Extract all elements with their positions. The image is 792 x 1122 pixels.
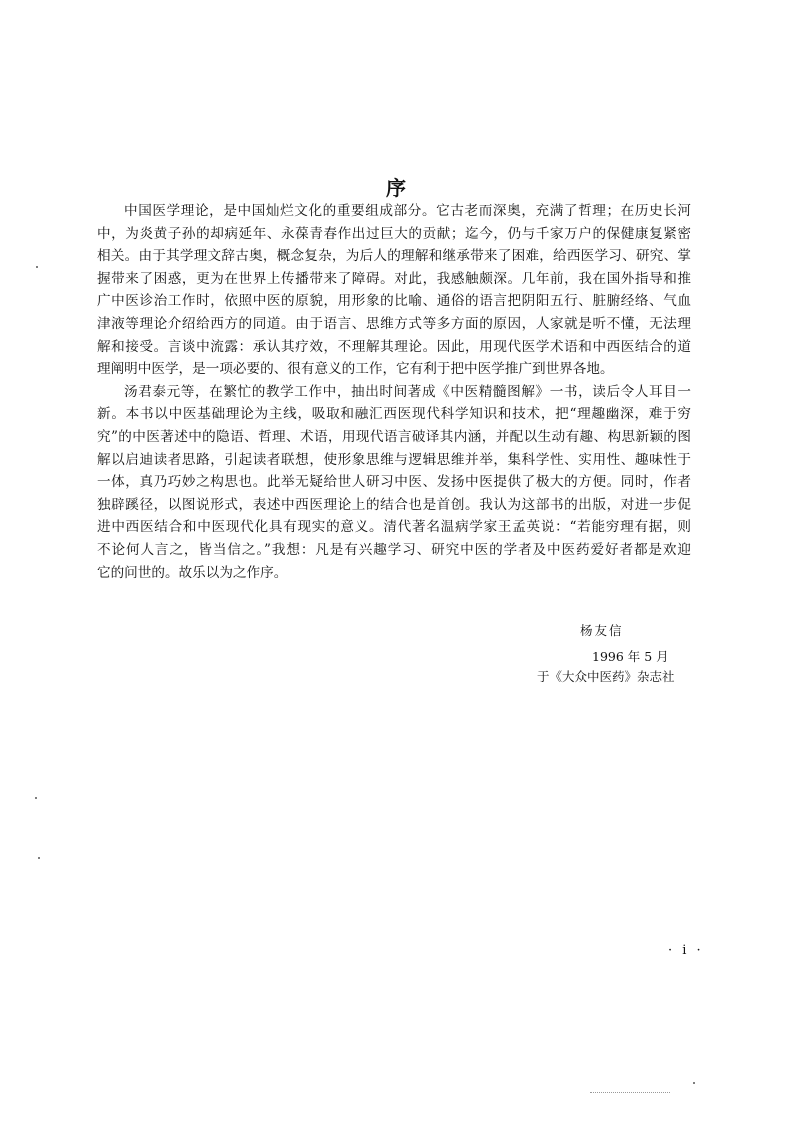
text-line: 进中西医结合和中医现代化具有现实的意义。清代著名温病学家王孟英说：“若能穷理有据，则 bbox=[97, 519, 691, 536]
text-line: 究”的中医著述中的隐语、哲理、术语，用现代语言破译其内涵，并配以生动有趣、构思新颖的图 bbox=[97, 428, 691, 445]
signature-place: 于《大众中医药》杂志社 bbox=[537, 669, 675, 684]
signature-author: 杨友信 bbox=[580, 623, 624, 638]
text-line: 握带来了困惑，更为在世界上传播带来了障碍。对此，我感触颇深。几年前，我在国外指导和推 bbox=[97, 270, 691, 287]
text-line: 理阐明中医学，是一项必要的、很有意义的工作，它有利于把中医学推广到世界各地。 bbox=[97, 361, 614, 378]
text-line: 相关。由于其学理文辞古奥，概念复杂，为后人的理解和继承带来了困难，给西医学习、研究、掌 bbox=[97, 248, 691, 265]
text-line: 独辟蹊径，以图说形式，表述中西医理论上的结合也是首创。我认为这部书的出版，对进一步促 bbox=[97, 496, 691, 513]
signature-date: 1996 年 5 月 bbox=[592, 649, 669, 664]
text-line: 汤君泰元等，在繁忙的教学工作中，抽出时间著成《中医精髓图解》一书，读后令人耳目一 bbox=[124, 383, 691, 400]
scan-dotted-mark bbox=[590, 1092, 670, 1093]
scan-speck bbox=[38, 857, 40, 859]
text-line: 它的问世的。故乐以为之作序。 bbox=[97, 564, 288, 581]
text-line: 中国医学理论，是中国灿烂文化的重要组成部分。它古老而深奥，充满了哲理；在历史长河 bbox=[124, 203, 691, 219]
text-line: 解和接受。言谈中流露：承认其疗效，不理解其理论。因此，用现代医学术语和中西医结合的道 bbox=[97, 338, 691, 355]
page-title: 序 bbox=[386, 176, 406, 200]
page-number: · i · bbox=[668, 943, 704, 958]
scan-speck bbox=[693, 1082, 695, 1084]
text-line: 广中医诊治工作时，依照中医的原貌，用形象的比喻、通俗的语言把阴阳五行、脏腑经络、气血 bbox=[97, 293, 691, 310]
text-line: 一体，真乃巧妙之构思也。此举无疑给世人研习中医、发扬中医提供了极大的方便。同时，作者 bbox=[97, 474, 691, 491]
scan-speck bbox=[36, 266, 38, 268]
text-line: 中，为炎黄子孙的却病延年、永葆青春作出过巨大的贡献；迄今，仍与千家万户的保健康复紧密 bbox=[97, 225, 691, 242]
text-line: 不论何人言之，皆当信之。”我想：凡是有兴趣学习、研究中医的学者及中医药爱好者都是欢迎 bbox=[97, 541, 691, 558]
text-line: 解以启迪读者思路，引起读者联想，使形象思维与逻辑思维并举，集科学性、实用性、趣味性于 bbox=[97, 451, 691, 468]
preface-body bbox=[97, 200, 691, 584]
text-line: 津液等理论介绍给西方的同道。由于语言、思维方式等多方面的原因，人家就是听不懂，无法理 bbox=[97, 315, 691, 332]
text-line: 新。本书以中医基础理论为主线，吸取和融汇西医现代科学知识和技术，把“理趣幽深，难于穷 bbox=[97, 406, 691, 423]
scan-speck bbox=[35, 797, 37, 799]
